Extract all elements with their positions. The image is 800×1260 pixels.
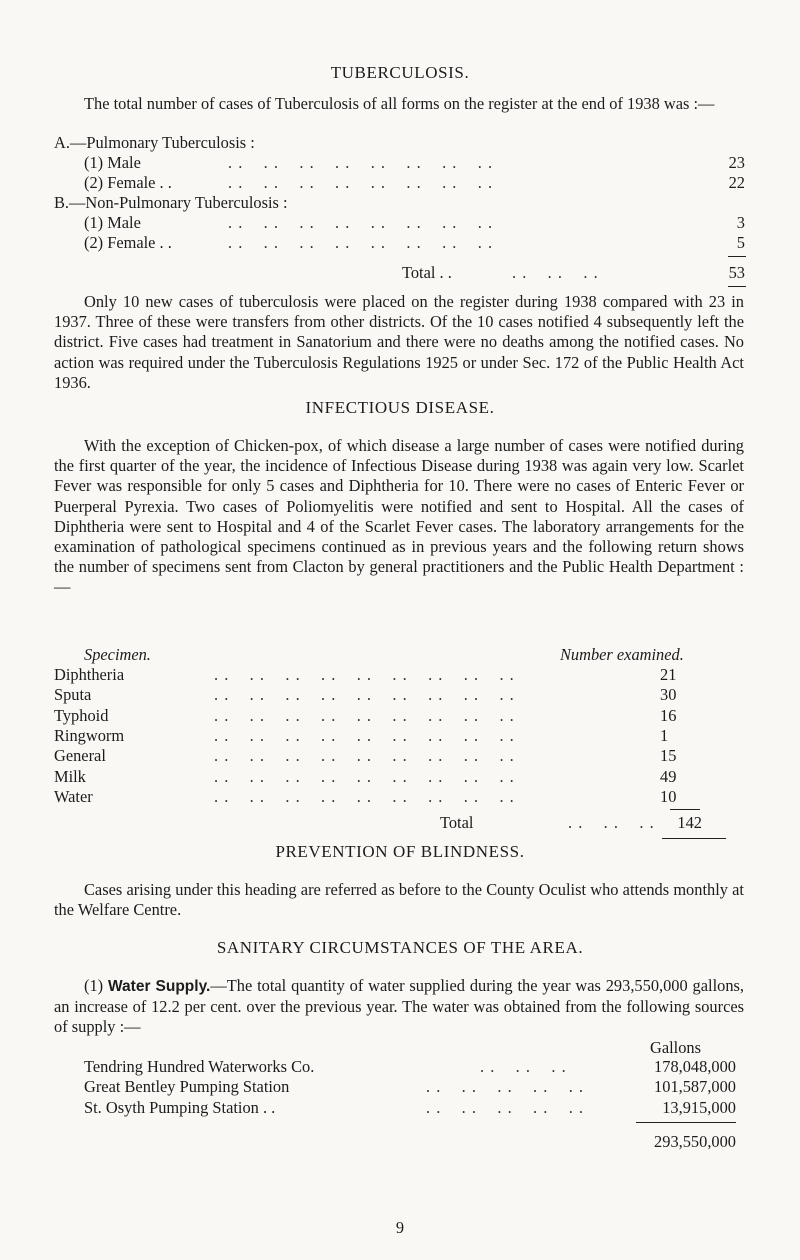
specimen-count: 30 [660, 685, 677, 705]
tb-a-label: A.—Pulmonary Tuberculosis : [54, 133, 255, 152]
water-supply-number: (1) [84, 976, 104, 995]
divider [662, 838, 726, 839]
tb-intro [54, 94, 744, 114]
water-source-name: Great Bentley Pumping Station [84, 1077, 290, 1097]
specimen-name: General [54, 746, 106, 766]
water-supply-paragraph [54, 976, 744, 1038]
water-total-value: 293,550,000 [654, 1132, 736, 1151]
water-source-gallons: 101,587,000 [654, 1077, 736, 1097]
sanitary-heading: SANITARY CIRCUMSTANCES OF THE AREA. [216, 938, 584, 957]
total-label: Total . . [402, 263, 452, 282]
divider [636, 1122, 736, 1123]
row-value: 5 [736, 233, 745, 252]
row-value: 3 [736, 213, 745, 232]
specimen-count: 16 [660, 705, 677, 725]
water-supply-text: —The total quantity of water supplied during the year was 293,550,000 gallons, an increase of 12.2 per cent. over the previous year. The water was obtained from the following sources of supply :— [54, 976, 744, 1037]
page-title: TUBERCULOSIS. [330, 63, 470, 82]
page-number: 9 [395, 1218, 405, 1237]
infectious-heading: INFECTIOUS DISEASE. [305, 398, 495, 417]
blindness-paragraph [54, 880, 744, 920]
blindness-heading: PREVENTION OF BLINDNESS. [275, 842, 525, 861]
specimen-name: Diphtheria [54, 665, 125, 684]
row-value: 22 [728, 173, 745, 192]
water-supply-title: Water Supply. [107, 978, 211, 995]
water-source-name: Tendring Hundred Waterworks Co. [84, 1057, 315, 1076]
total-label: Total [440, 813, 474, 832]
total-value: 53 [728, 263, 745, 282]
col-number-header: Number examined. [560, 645, 684, 664]
blindness-paragraph-text: Cases arising under this heading are referred as before to the County Oculist who attends monthly at the Welfare Centre. [54, 880, 744, 920]
specimen-name: Typhoid [54, 705, 109, 725]
specimen-count: 10 [660, 786, 677, 806]
row-label: (2) Female . . [84, 233, 172, 252]
total-value: 142 [677, 813, 702, 832]
specimen-name: Ringworm [54, 725, 125, 745]
document-page: TUBERCULOSIS. The total number of cases of Tuberculosis of all forms on the register at the end of 1938 was :— A.—Pulmonary Tuberculosis : (1) Male . . . . . . . . . . . . . . . . 23 (2) Female . . . . . . . . . . . . . . . . . . 22 B.—Non-Pulmonary Tuberculosis : (1) Male . . . . . . . . . . . . . . . . 3 (2) Female . . . . . . . . . . . . . . . . . . 5 Total . . . . . . . . 53 Only 10 new cases of tuberculosis were placed on the register during 1938 compared with 23 in 1937. Three of these were transfers from other districts. Of the 10 cases notified 4 subsequently left the district. Five cases had treatment in Sanatorium and there were no deaths among the notified cases. No action was required under the Tuberculosis Regulations 1925 or under Sec. 172 of the Public Health Act 1936. INFECTIOUS DISEASE. With the exception of Chicken-pox, of which disease a large number of cases were notified during the first quarter of the year, the incidence of Infectious Disease during 1938 was again very low. Scarlet Fever was responsible for only 5 cases and Diphtheria for 10. There were no cases of Enteric Fever or Puerperal Pyrexia. Two cases of Poliomyelitis were notified and sent to Hospital. All the cases of Diphtheria were sent to Hospital and 4 of the Scarlet Fever cases. The laboratory arrangements for the examination of pathological specimens continued as in previous years and the following return shows the number of specimens sent from Clacton by general practitioners and the Public Health Department :— Specimen. Number examined. Diphtheria . . . . . . . . . . . . . . . . . . 21 Sputa . . . . . . . . . . . . . . . . . . 30 Typhoid . . . . . . . . . . . . . . . . . . 16 Ringworm . . . . . . . . . . . . . . . . . . 1 General . . . . . . . . . . . . . . . . . . 15 Milk . . . . . . . . . . . . . . . . . . 49 Water . . . . . . . . . . . . . . . . . . 10 Total . . . . . . 142 PREVENTION OF BLINDNESS. Cases arising under this heading are referred as before to the County Oculist who attends monthly at the Welfare Centre. SANITARY CIRCUMSTANCES OF THE AREA. (1) Water Supply.—The total quantity of water supplied during the year was 293,550,000 gallons, an increase of 12.2 per cent. over the previous year. The water was obtained from the following sources of supply :— Gallons Tendring Hundred Waterworks Co. . . . . . . 178,048,000 Great Bentley Pumping Station . . . . . . . . . . 101,587,000 St. Osyth Pumping Station . . . . . . . . . . . . 13,915,000 293,550,000 9 [0, 0, 800, 1260]
specimen-name: Water [54, 786, 93, 806]
tb-intro-text: The total number of cases of Tuberculosis of all forms on the register at the end of 1938 was :— [84, 94, 715, 113]
divider [670, 809, 700, 810]
specimen-count: 49 [660, 766, 677, 786]
row-label: (2) Female . . [84, 173, 172, 192]
specimen-name: Milk [54, 766, 86, 786]
water-source-gallons: 13,915,000 [662, 1097, 736, 1117]
specimen-count: 15 [660, 746, 677, 766]
infectious-paragraph-text: With the exception of Chicken-pox, of which disease a large number of cases were notified during the first quarter of the year, the incidence of Infectious Disease during 1938 was again very low. Scarlet Fever was responsible for only 5 cases and Diphtheria for 10. There were no cases of Enteric Fever or Puerperal Pyrexia. Two cases of Poliomyelitis were notified and sent to Hospital. All the cases of Diphtheria were sent to Hospital and 4 of the Scarlet Fever cases. The laboratory arrangements for the examination of pathological specimens continued as in previous years and the following return shows the number of specimens sent from Clacton by general practitioners and the Public Health Department :— [54, 436, 744, 597]
row-value: 23 [728, 153, 745, 172]
col-specimen-header: Specimen. [84, 645, 151, 664]
specimen-name: Sputa [54, 685, 92, 705]
infectious-paragraph [54, 436, 744, 598]
specimen-count: 21 [660, 665, 677, 684]
tb-b-label: B.—Non-Pulmonary Tuberculosis : [54, 193, 288, 212]
tb-paragraph-text: Only 10 new cases of tuberculosis were placed on the register during 1938 compared with 23 in 1937. Three of these were transfers from other districts. Of the 10 cases notified 4 subsequently left the district. Five cases had treatment in Sanatorium and there were no deaths among the notified cases. No action was required under the Tuberculosis Regulations 1925 or under Sec. 172 of the Public Health Act 1936. [54, 292, 744, 392]
specimen-count: 1 [660, 725, 669, 745]
water-source-name: St. Osyth Pumping Station . . [84, 1097, 276, 1117]
col-gallons-header: Gallons [650, 1038, 701, 1057]
row-label: (1) Male [84, 153, 141, 172]
tb-paragraph [54, 292, 744, 393]
divider [728, 256, 746, 257]
water-source-gallons: 178,048,000 [654, 1057, 736, 1076]
divider [728, 286, 746, 287]
row-label: (1) Male [84, 213, 141, 232]
